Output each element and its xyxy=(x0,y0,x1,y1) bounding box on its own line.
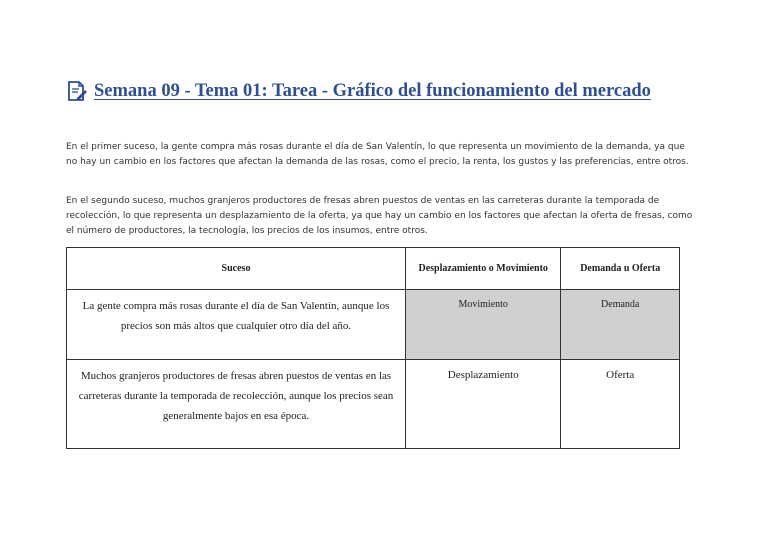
header-desplazamiento-movimiento: Desplazamiento o Movimiento xyxy=(406,248,561,290)
cell-curve: Oferta xyxy=(561,360,680,449)
header-suceso: Suceso xyxy=(67,248,406,290)
cell-event: La gente compra más rosas durante el día de San Valentín, aunque los precios son más altos que cualquier otro día del año. xyxy=(67,290,406,360)
paragraph-first-event: En el primer suceso, la gente compra más rosas durante el día de San Valentín, lo que representa un movimiento de la demanda, ya que no hay un cambio en los factores que afectan la demanda de las rosas, como el precio, la renta, los gustos y las preferencias, entre otros. xyxy=(66,142,689,167)
cell-event: Muchos granjeros productores de fresas abren puestos de ventas en las carreteras durante la temporada de recolección, aunque los precios sean generalmente bajos en esa época. xyxy=(67,360,406,449)
document-edit-icon xyxy=(66,80,88,102)
page-title: Semana 09 - Tema 01: Tarea - Gráfico del funcionamiento del mercado xyxy=(94,80,651,101)
events-table xyxy=(66,247,680,449)
header-demanda-oferta: Demanda u Oferta xyxy=(561,248,680,290)
table-row xyxy=(67,290,680,360)
title-row xyxy=(66,80,651,102)
paragraph-second-event: En el segundo suceso, muchos granjeros productores de fresas abren puestos de ventas en las carreteras durante la temporada de recolección, lo que representa un desplazamiento de la oferta, ya que hay un cambio en los factores que afectan la oferta de fresas, como el número de productores, la tecnología, los precios de los insumos, entre otros. xyxy=(66,196,693,236)
table-header-row xyxy=(67,248,680,290)
cell-curve: Demanda xyxy=(561,290,680,360)
table-row xyxy=(67,360,680,449)
cell-type: Desplazamiento xyxy=(406,360,561,449)
cell-type: Movimiento xyxy=(406,290,561,360)
